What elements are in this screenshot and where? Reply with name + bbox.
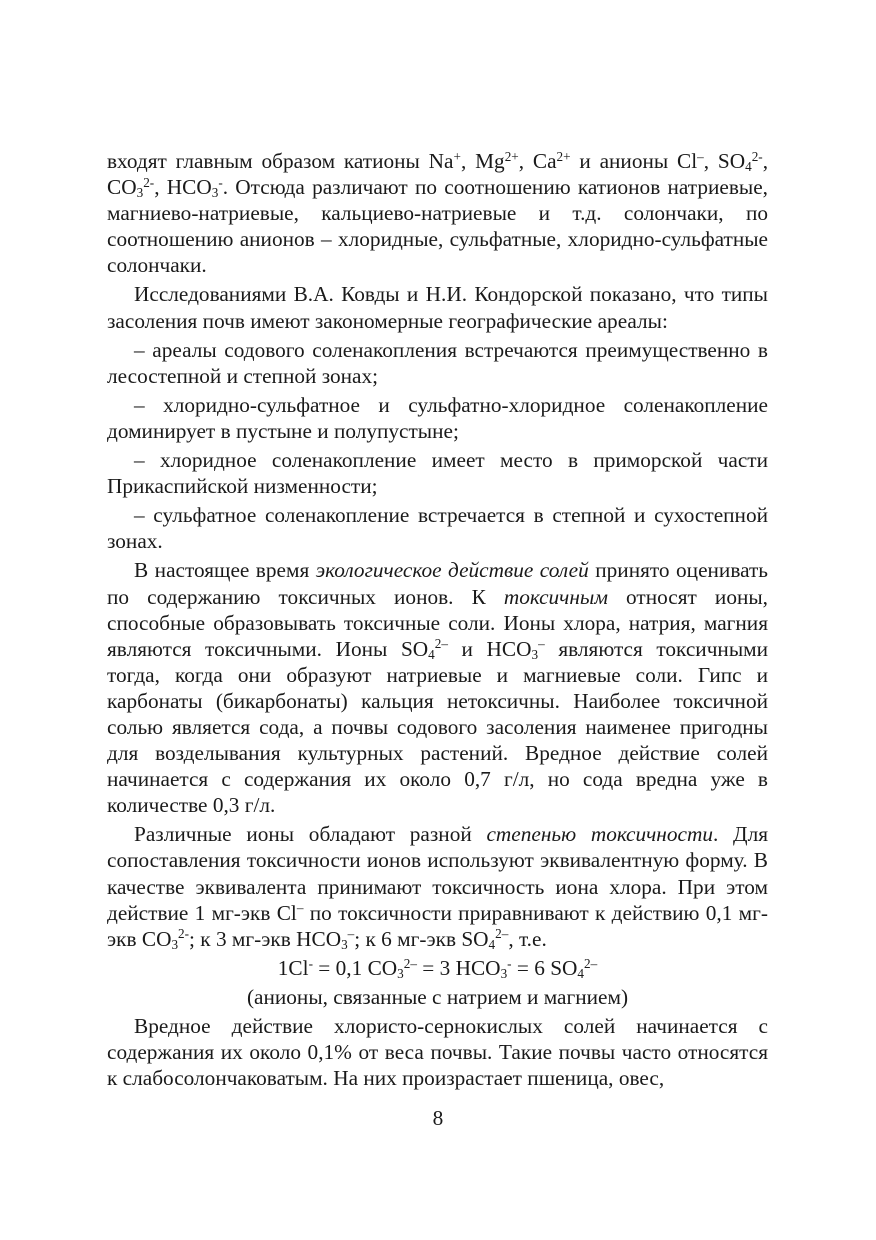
paragraph-salt-composition: входят главным образом катионы Na+, $Mg^{2+}$, $Ca^{2+}$ и анионы Cl–, $SO_4^{2-}$, $CO_3^{2-}$, $HCO_3^-$. Отсюда различают по соотношению катионов натриевые, магниево-натриевые, кальциево-натриевые и т.д. солончаки, по соотношению анионов – хлоридные, сульфатные, хлоридно-сульфатные солончаки. bbox=[107, 148, 769, 278]
paragraph-toxicity-degree: Различные ионы обладают разной степенью токсичности. Для сопоставления токсичности ионов используют эквивалентную форму. В качестве эквивалента принимают токсичность иона хлора. При этом действие 1 мг-экв Cl– по токсичности приравнивают к действию 0,1 мг-экв $CO_3^{2-}$; к 3 мг-экв $HCO_3^-$; к 6 мг-экв $SO_4^{2-}$, т.е. bbox=[107, 822, 768, 953]
list-item-sulfate: – сульфатное соленакопление встречается в степной и сухостепной зонах. bbox=[107, 503, 768, 554]
document-page bbox=[107, 148, 768, 1094]
page-number: 8 bbox=[432, 1106, 444, 1130]
list-item-chloride: – хлоридное соленакопление имеет место в приморской части Прикаспийской низменности; bbox=[107, 448, 768, 499]
formula-note: (анионы, связанные с натрием и магнием) bbox=[246, 984, 629, 1009]
paragraph-harmful-action: Вредное действие хлористо-сернокислых солей начинается с содержания их около 0,1% от веса почвы. Такие почвы часто относятся к слабосолончаковатым. На них произрастает пшеница, овес, bbox=[107, 1014, 768, 1091]
toxicity-formula: 1Cl- = 0,1 $CO_3^{2-} = 3$ $HCO_3^- = 6$ $SO_4^{2-}$ bbox=[277, 955, 598, 982]
paragraph-research: Исследованиями В.А. Ковды и Н.И. Кондорской показано, что типы засоления почв имеют закономерные географические ареалы: bbox=[107, 282, 768, 333]
paragraph-ecological-action: В настоящее время экологическое действие солей принято оценивать по содержанию токсичных ионов. К токсичным относят ионы, способные образовывать токсичные соли. Ионы хлора, натрия, магния являются токсичными. Ионы $SO_4^{2-}$ и $HCO_3^-$ являются токсичными тогда, когда они образуют натриевые и магниевые соли. Гипс и карбонаты (бикарбонаты) кальция нетоксичны. Наиболее токсичной солью является сода, а почвы содового засоления наименее пригодны для возделывания культурных растений. Вредное действие солей начинается с содержания их около 0,7 г/л, но сода вредна уже в количестве 0,3 г/л. bbox=[107, 558, 769, 818]
list-item-soda: – ареалы содового соленакопления встречаются преимущественно в лесостепной и степной зонах; bbox=[107, 337, 768, 388]
list-item-chloride-sulfate: – хлоридно-сульфатное и сульфатно-хлоридное соленакопление доминирует в пустыне и полупустыне; bbox=[107, 392, 768, 443]
